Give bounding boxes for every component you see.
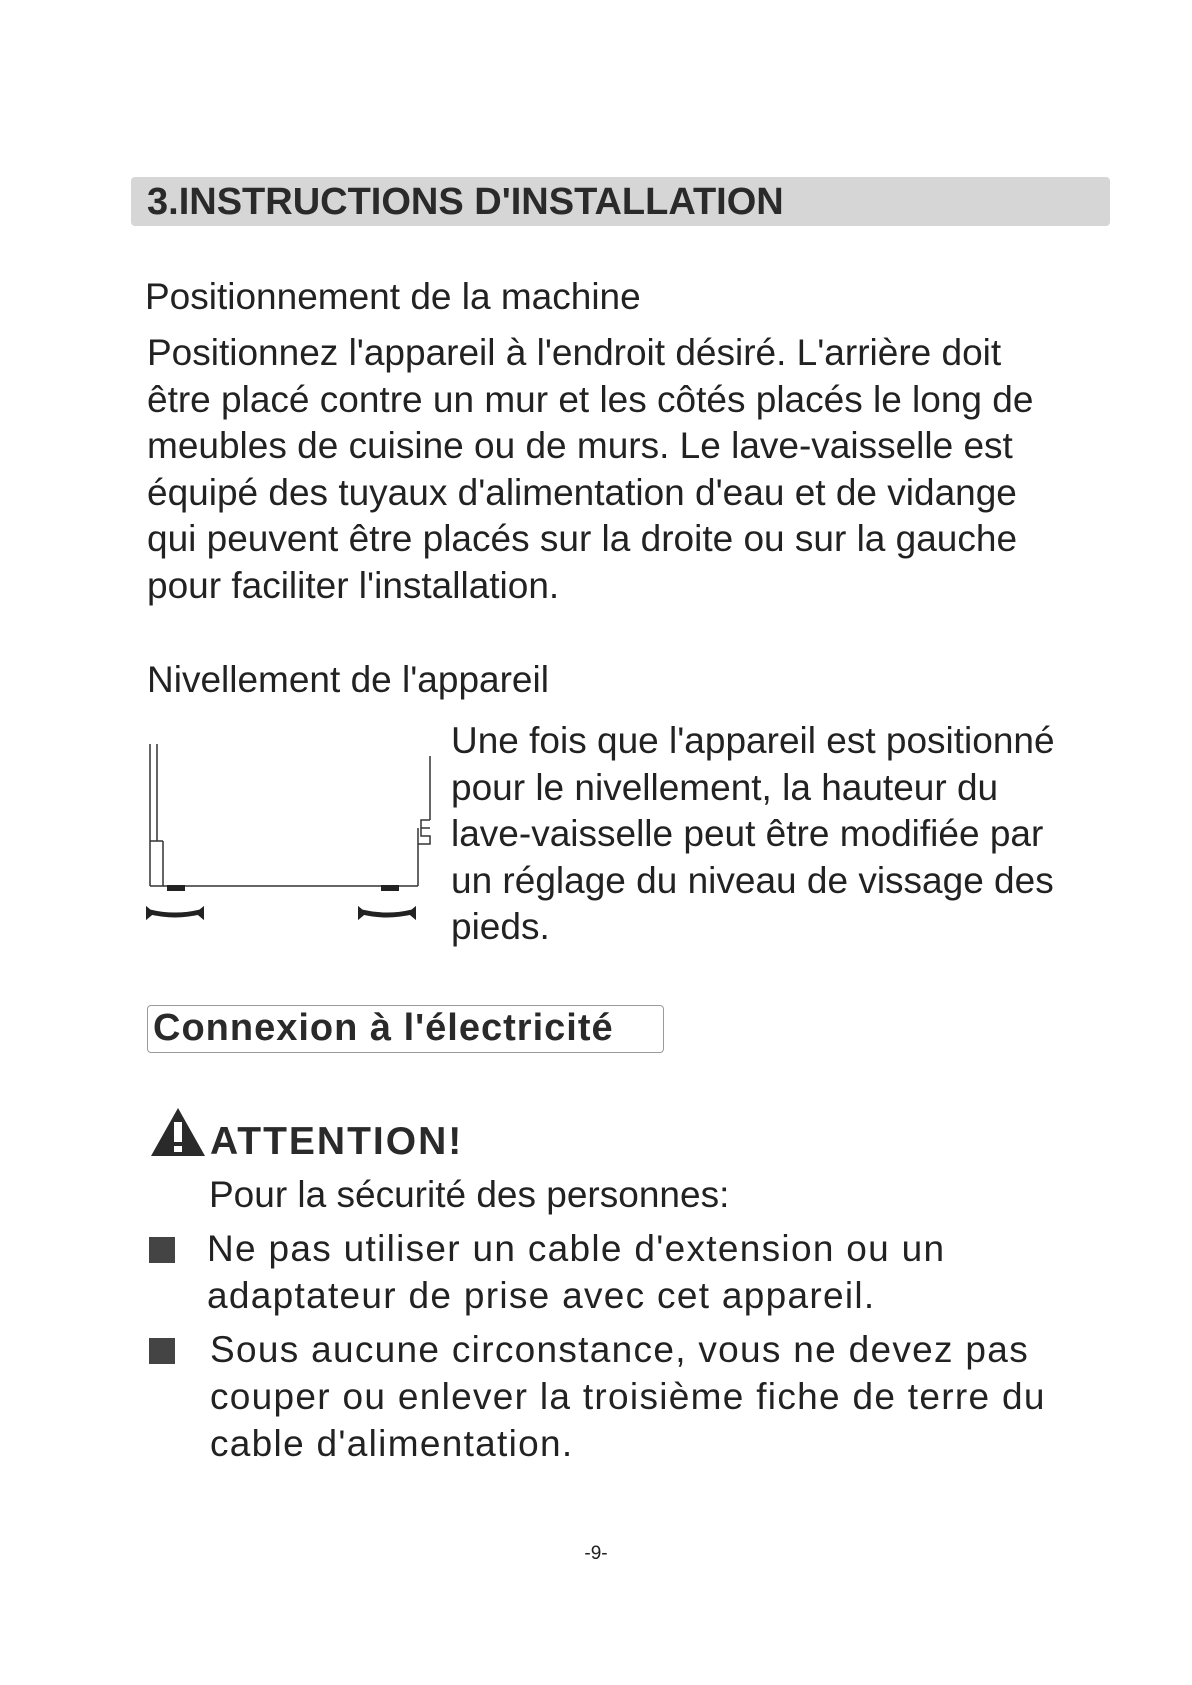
warning-subtitle: Pour la sécurité des personnes:	[209, 1174, 730, 1215]
warning-title: ATTENTION!	[210, 1120, 464, 1163]
electricity-heading: Connexion à l'électricité	[153, 1007, 614, 1049]
bullet-line: Ne pas utiliser un cable d'extension ou un	[207, 1228, 946, 1269]
leveling-line: lave-vaisselle peut être modifiée par	[451, 813, 1044, 855]
bullet-line: adaptateur de prise avec cet appareil.	[207, 1275, 876, 1316]
leveling-line: Une fois que l'appareil est positionné	[451, 720, 1055, 761]
leveling-paragraph	[451, 718, 1055, 951]
leveling-line: pour le nivellement, la hauteur du	[451, 766, 999, 808]
positioning-line: qui peuvent être placés sur la droite ou sur la gauche	[147, 518, 1018, 560]
positioning-heading: Positionnement de la machine	[145, 276, 641, 317]
leveling-heading: Nivellement de l'appareil	[147, 659, 549, 700]
section-title: 3.INSTRUCTIONS D'INSTALLATION	[147, 181, 784, 223]
page-number: -9-	[584, 1543, 608, 1564]
dishwasher-leveling-feet-diagram	[145, 738, 435, 938]
positioning-line: Positionnez l'appareil à l'endroit désiré. L'arrière doit	[147, 332, 1002, 373]
leveling-line: un réglage du niveau de vissage des	[451, 859, 1054, 901]
positioning-line: équipé des tuyaux d'alimentation d'eau et de vidange	[147, 471, 1017, 513]
positioning-line: meubles de cuisine ou de murs. Le lave-vaisselle est	[147, 425, 1013, 467]
bullet-square	[149, 1338, 175, 1364]
bullet-line: couper ou enlever la troisième fiche de terre du	[210, 1376, 1046, 1417]
warning-triangle-icon	[149, 1106, 207, 1158]
positioning-line: être placé contre un mur et les côtés placés le long de	[147, 378, 1034, 420]
bullet-line: Sous aucune circonstance, vous ne devez pas	[210, 1329, 1029, 1370]
bullet-square	[149, 1237, 175, 1263]
leveling-line: pieds.	[451, 906, 550, 948]
positioning-paragraph	[147, 330, 1033, 610]
bullet-item	[210, 1326, 1046, 1467]
positioning-line: pour faciliter l'installation.	[147, 564, 560, 606]
bullet-item	[207, 1225, 945, 1319]
bullet-line: cable d'alimentation.	[210, 1423, 574, 1464]
